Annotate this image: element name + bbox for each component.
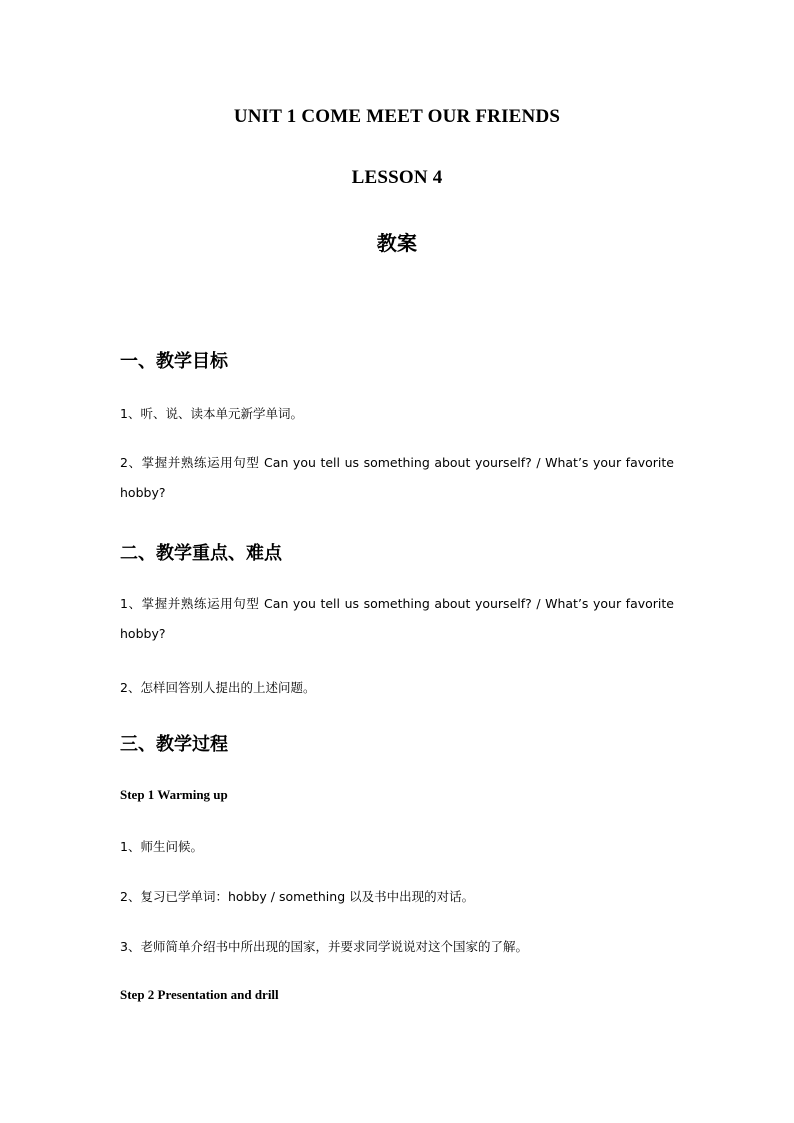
step-2-title: Step 2 Presentation and drill: [120, 987, 279, 1002]
step-1-item-1: 1、师生问候。: [120, 839, 203, 854]
key-point-item-1: 1、掌握并熟练运用句型 Can you tell us something about yourself? / What’s your favorite hobby?: [120, 596, 674, 641]
unit-title: UNIT 1 COME MEET OUR FRIENDS: [233, 106, 561, 127]
step-1-item-2: 2、复习已学单词：hobby / something 以及书中出现的对话。: [120, 889, 475, 904]
objective-item-2: 2、掌握并熟练运用句型 Can you tell us something about yourself? / What’s your favorite hobby?: [120, 455, 674, 500]
section-heading-process: 三、教学过程: [120, 734, 228, 755]
lesson-title: LESSON 4: [351, 167, 443, 188]
step-1-title: Step 1 Warming up: [120, 787, 228, 802]
step-1-item-3: 3、老师简单介绍书中所出现的国家，并要求同学说说对这个国家的了解。: [120, 939, 528, 954]
objective-item-1: 1、听、说、读本单元新学单词。: [120, 406, 303, 421]
key-point-item-2: 2、怎样回答别人提出的上述问题。: [120, 680, 316, 695]
lesson-plan-title: 教案: [376, 231, 418, 255]
section-heading-key-points: 二、教学重点、难点: [120, 543, 282, 564]
section-heading-objectives: 一、教学目标: [120, 351, 228, 372]
